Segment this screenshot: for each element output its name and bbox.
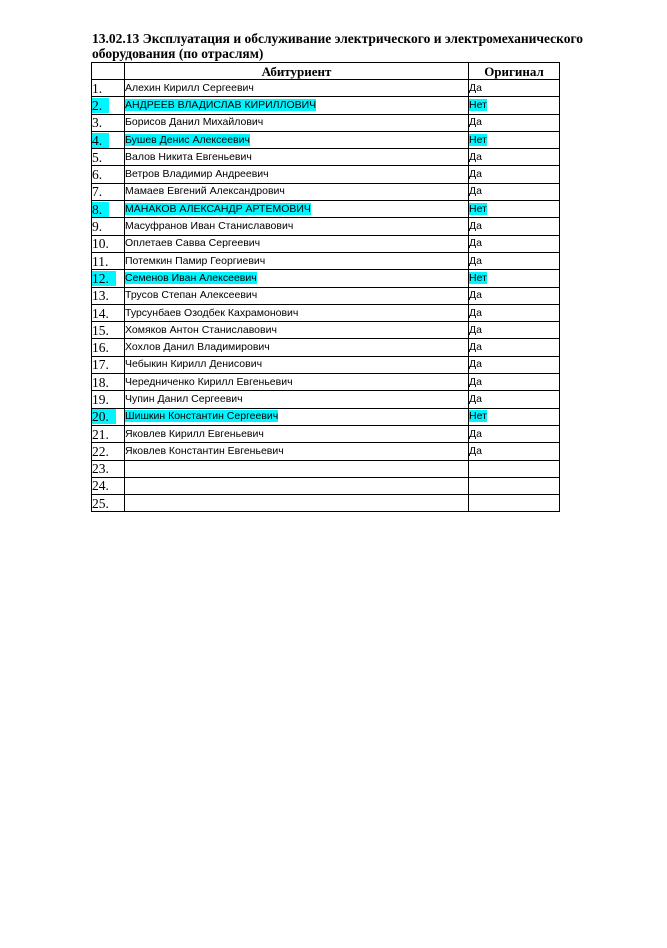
original-status: Да — [469, 116, 482, 129]
row-number: 9. — [92, 219, 103, 235]
applicant-name: Оплетаев Савва Сергеевич — [125, 237, 261, 250]
table-row — [92, 80, 560, 97]
original-status-cell — [469, 235, 560, 252]
applicant-name-cell — [125, 460, 469, 477]
row-number-cell — [92, 149, 125, 166]
original-status: Да — [469, 254, 482, 267]
applicant-name-cell — [125, 339, 469, 356]
applicant-name-cell — [125, 443, 469, 460]
original-status-cell — [469, 201, 560, 218]
original-status-cell — [469, 460, 560, 477]
original-status: Нет — [469, 98, 487, 111]
original-status: Да — [469, 323, 482, 336]
row-number: 19. — [92, 391, 109, 407]
original-status-cell — [469, 218, 560, 235]
row-number: 12. — [92, 271, 116, 286]
applicant-name: Семенов Иван Алексеевич — [125, 271, 257, 284]
row-number: 17. — [92, 357, 109, 373]
applicant-name-cell — [125, 149, 469, 166]
applicant-name-cell — [125, 97, 469, 114]
table-row — [92, 131, 560, 148]
applicant-name: Ветров Владимир Андреевич — [125, 168, 269, 181]
row-number: 22. — [92, 443, 109, 459]
original-status-cell — [469, 443, 560, 460]
row-number-cell — [92, 252, 125, 269]
row-number-cell — [92, 425, 125, 442]
original-status: Да — [469, 168, 482, 181]
applicant-name: Яковлев Кирилл Евгеньевич — [125, 427, 264, 440]
row-number: 21. — [92, 426, 109, 442]
applicant-name-cell — [125, 166, 469, 183]
row-number: 6. — [92, 167, 103, 183]
applicant-name-cell — [125, 80, 469, 97]
row-number-cell — [92, 443, 125, 460]
row-number-cell — [92, 356, 125, 373]
applicant-name-cell — [125, 235, 469, 252]
original-status-cell — [469, 339, 560, 356]
original-status-cell — [469, 287, 560, 304]
applicant-name: Яковлев Константин Евгеньевич — [125, 444, 284, 457]
original-status-cell — [469, 374, 560, 391]
row-number: 15. — [92, 322, 109, 338]
row-number-cell — [92, 201, 125, 218]
applicant-name: Алехин Кирилл Сергеевич — [125, 81, 254, 94]
original-status: Нет — [469, 202, 487, 215]
original-status-cell — [469, 391, 560, 408]
row-number-cell — [92, 322, 125, 339]
row-number-cell — [92, 114, 125, 131]
original-status-cell — [469, 149, 560, 166]
table-row — [92, 114, 560, 131]
table-row — [92, 201, 560, 218]
row-number-cell — [92, 218, 125, 235]
applicant-name-cell — [125, 374, 469, 391]
applicant-name: Чебыкин Кирилл Денисович — [125, 358, 263, 371]
original-status: Да — [469, 358, 482, 371]
row-number: 18. — [92, 374, 109, 390]
original-status-cell — [469, 270, 560, 287]
page-title: 13.02.13 Эксплуатация и обслуживание электрического и электромеханического оборудования (по отраслям) — [92, 31, 584, 61]
row-number: 10. — [92, 236, 109, 252]
applicant-name: Шишкин Константин Сергеевич — [125, 410, 279, 423]
original-status-cell — [469, 425, 560, 442]
table-row — [92, 252, 560, 269]
original-status-cell — [469, 252, 560, 269]
applicant-name-cell — [125, 201, 469, 218]
applicant-name: Валов Никита Евгеньевич — [125, 150, 252, 163]
original-status: Нет — [469, 410, 487, 423]
row-number-cell — [92, 80, 125, 97]
applicant-name-cell — [125, 477, 469, 494]
original-status: Да — [469, 392, 482, 405]
row-number: 8. — [92, 202, 109, 217]
original-status: Да — [469, 150, 482, 163]
original-status-cell — [469, 304, 560, 321]
applicant-name: Трусов Степан Алексеевич — [125, 289, 258, 302]
applicant-name-cell — [125, 356, 469, 373]
table-row — [92, 322, 560, 339]
header-number — [92, 63, 125, 80]
original-status-cell — [469, 80, 560, 97]
applicant-name-cell — [125, 270, 469, 287]
table-row — [92, 149, 560, 166]
original-status: Нет — [469, 271, 487, 284]
row-number-cell — [92, 408, 125, 425]
row-number-cell — [92, 235, 125, 252]
table-row — [92, 166, 560, 183]
row-number: 25. — [92, 495, 109, 511]
table-header-row — [92, 63, 560, 80]
original-status: Нет — [469, 133, 487, 146]
row-number-cell — [92, 97, 125, 114]
row-number-cell — [92, 166, 125, 183]
row-number-cell — [92, 131, 125, 148]
original-status: Да — [469, 375, 482, 388]
row-number: 3. — [92, 115, 103, 131]
row-number-cell — [92, 460, 125, 477]
row-number: 23. — [92, 461, 109, 477]
header-applicant: Абитуриент — [125, 63, 469, 80]
table-row — [92, 304, 560, 321]
row-number: 11. — [92, 253, 109, 269]
table-row — [92, 183, 560, 200]
applicant-name: Чередниченко Кирилл Евгеньевич — [125, 375, 293, 388]
table-row — [92, 495, 560, 512]
applicant-name-cell — [125, 425, 469, 442]
original-status: Да — [469, 237, 482, 250]
original-status: Да — [469, 220, 482, 233]
table-row — [92, 408, 560, 425]
row-number: 7. — [92, 184, 103, 200]
table-row — [92, 460, 560, 477]
applicant-name: Потемкин Памир Георгиевич — [125, 254, 266, 267]
row-number-cell — [92, 339, 125, 356]
table-row — [92, 287, 560, 304]
applicant-name-cell — [125, 252, 469, 269]
row-number: 1. — [92, 80, 103, 96]
applicant-name-cell — [125, 391, 469, 408]
original-status: Да — [469, 444, 482, 457]
original-status: Да — [469, 289, 482, 302]
original-status: Да — [469, 185, 482, 198]
applicant-name: Хомяков Антон Станиславович — [125, 323, 277, 336]
applicant-name-cell — [125, 183, 469, 200]
original-status: Да — [469, 306, 482, 319]
row-number: 5. — [92, 149, 103, 165]
applicant-name: МАНАКОВ АЛЕКСАНДР АРТЕМОВИЧ — [125, 202, 311, 215]
row-number-cell — [92, 374, 125, 391]
table-row — [92, 425, 560, 442]
original-status: Да — [469, 81, 482, 94]
applicant-name-cell — [125, 495, 469, 512]
row-number-cell — [92, 270, 125, 287]
original-status-cell — [469, 166, 560, 183]
table-row — [92, 270, 560, 287]
table-row — [92, 477, 560, 494]
row-number-cell — [92, 304, 125, 321]
original-status-cell — [469, 495, 560, 512]
table-row — [92, 356, 560, 373]
table-row — [92, 339, 560, 356]
applicant-name-cell — [125, 408, 469, 425]
applicant-name: Турсунбаев Озодбек Кахрамонович — [125, 306, 299, 319]
applicant-name: Бушев Денис Алексеевич — [125, 133, 250, 146]
applicant-name: Масуфранов Иван Станиславович — [125, 220, 294, 233]
table-row — [92, 97, 560, 114]
original-status-cell — [469, 477, 560, 494]
applicant-name: Мамаев Евгений Александрович — [125, 185, 285, 198]
row-number: 14. — [92, 305, 109, 321]
original-status: Да — [469, 341, 482, 354]
row-number-cell — [92, 477, 125, 494]
applicant-name-cell — [125, 114, 469, 131]
original-status-cell — [469, 408, 560, 425]
original-status-cell — [469, 97, 560, 114]
row-number: 4. — [92, 133, 109, 148]
original-status-cell — [469, 114, 560, 131]
row-number: 24. — [92, 478, 109, 494]
applicant-name-cell — [125, 322, 469, 339]
row-number-cell — [92, 287, 125, 304]
applicant-name: Борисов Данил Михайлович — [125, 116, 264, 129]
table-row — [92, 374, 560, 391]
applicants-table — [91, 62, 560, 512]
row-number: 2. — [92, 98, 109, 113]
row-number-cell — [92, 183, 125, 200]
original-status-cell — [469, 131, 560, 148]
original-status-cell — [469, 183, 560, 200]
table-row — [92, 218, 560, 235]
applicant-name-cell — [125, 287, 469, 304]
applicant-name-cell — [125, 304, 469, 321]
applicant-name-cell — [125, 131, 469, 148]
row-number-cell — [92, 495, 125, 512]
table-row — [92, 391, 560, 408]
applicant-name-cell — [125, 218, 469, 235]
applicant-name: Чупин Данил Сергеевич — [125, 392, 243, 405]
table-row — [92, 235, 560, 252]
row-number: 20. — [92, 409, 116, 424]
applicant-name: АНДРЕЕВ ВЛАДИСЛАВ КИРИЛЛОВИЧ — [125, 98, 317, 111]
header-original: Оригинал — [469, 63, 560, 80]
table-row — [92, 443, 560, 460]
row-number: 13. — [92, 288, 109, 304]
applicant-name: Хохлов Данил Владимирович — [125, 341, 270, 354]
original-status-cell — [469, 322, 560, 339]
original-status: Да — [469, 427, 482, 440]
original-status-cell — [469, 356, 560, 373]
row-number: 16. — [92, 340, 109, 356]
row-number-cell — [92, 391, 125, 408]
